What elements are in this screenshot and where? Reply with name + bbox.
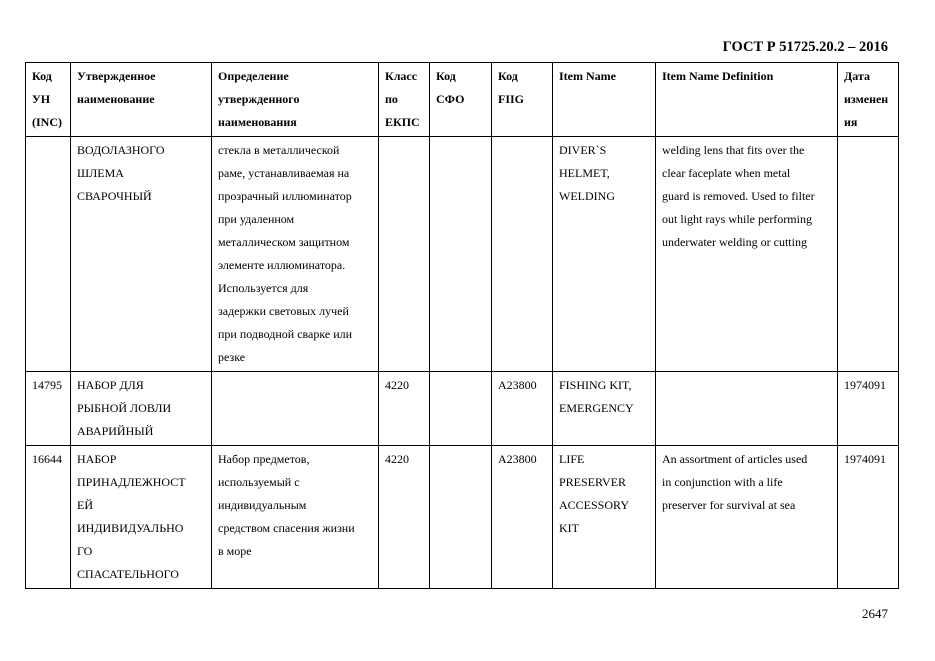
- cell-change-date: 1974091: [838, 372, 899, 446]
- table-row: [26, 137, 899, 372]
- cell-change-date: 1974091: [838, 446, 899, 589]
- table-row: [26, 372, 899, 446]
- cell-name-definition: стекла в металлической раме, устанавливаемая на прозрачный иллюминатор при удаленном металлическом защитном элементе иллюминатора. Используется для задержки световых лучей при подводной сварке или резке: [212, 137, 379, 372]
- header-name-definition: Определение утвержденного наименования: [212, 63, 379, 137]
- cell-sfo-code: [430, 137, 492, 372]
- cell-item-name: LIFE PRESERVER ACCESSORY KIT: [553, 446, 656, 589]
- standard-designation: ГОСТ Р 51725.20.2 – 2016: [722, 39, 888, 55]
- header-item-name: Item Name: [553, 63, 656, 137]
- cell-ekps-class: [379, 137, 430, 372]
- cell-item-name: FISHING KIT, EMERGENCY: [553, 372, 656, 446]
- cell-sfo-code: [430, 446, 492, 589]
- catalog-table: [25, 62, 899, 589]
- header-inc-code: Код УН (INC): [26, 63, 71, 137]
- cell-approved-name: ВОДОЛАЗНОГО ШЛЕМА СВАРОЧНЫЙ: [71, 137, 212, 372]
- cell-sfo-code: [430, 372, 492, 446]
- header-ekps-class: Класс по ЕКПС: [379, 63, 430, 137]
- cell-fiig-code: [492, 137, 553, 372]
- cell-fiig-code: A23800: [492, 372, 553, 446]
- page-number: 2647: [862, 606, 888, 621]
- cell-ekps-class: 4220: [379, 446, 430, 589]
- header-fiig-code: Код FIIG: [492, 63, 553, 137]
- table-row: [26, 446, 899, 589]
- cell-inc-code: 16644: [26, 446, 71, 589]
- header-change-date: Дата изменен ия: [838, 63, 899, 137]
- cell-ekps-class: 4220: [379, 372, 430, 446]
- cell-name-definition: [212, 372, 379, 446]
- cell-item-name-definition: [656, 372, 838, 446]
- header-item-name-definition: Item Name Definition: [656, 63, 838, 137]
- cell-item-name-definition: An assortment of articles used in conjunction with a life preserver for survival at sea: [656, 446, 838, 589]
- cell-item-name: DIVER`S HELMET, WELDING: [553, 137, 656, 372]
- cell-inc-code: [26, 137, 71, 372]
- cell-change-date: [838, 137, 899, 372]
- cell-approved-name: НАБОР ПРИНАДЛЕЖНОСТ ЕЙ ИНДИВИДУАЛЬНО ГО СПАСАТЕЛЬНОГО: [71, 446, 212, 589]
- cell-approved-name: НАБОР ДЛЯ РЫБНОЙ ЛОВЛИ АВАРИЙНЫЙ: [71, 372, 212, 446]
- cell-inc-code: 14795: [26, 372, 71, 446]
- header-sfo-code: Код СФО: [430, 63, 492, 137]
- cell-fiig-code: A23800: [492, 446, 553, 589]
- cell-item-name-definition: welding lens that fits over the clear faceplate when metal guard is removed. Used to filter out light rays while performing underwater welding or cutting: [656, 137, 838, 372]
- table-header-row: [26, 63, 899, 137]
- cell-name-definition: Набор предметов, используемый с индивидуальным средством спасения жизни в море: [212, 446, 379, 589]
- header-approved-name: Утвержденное наименование: [71, 63, 212, 137]
